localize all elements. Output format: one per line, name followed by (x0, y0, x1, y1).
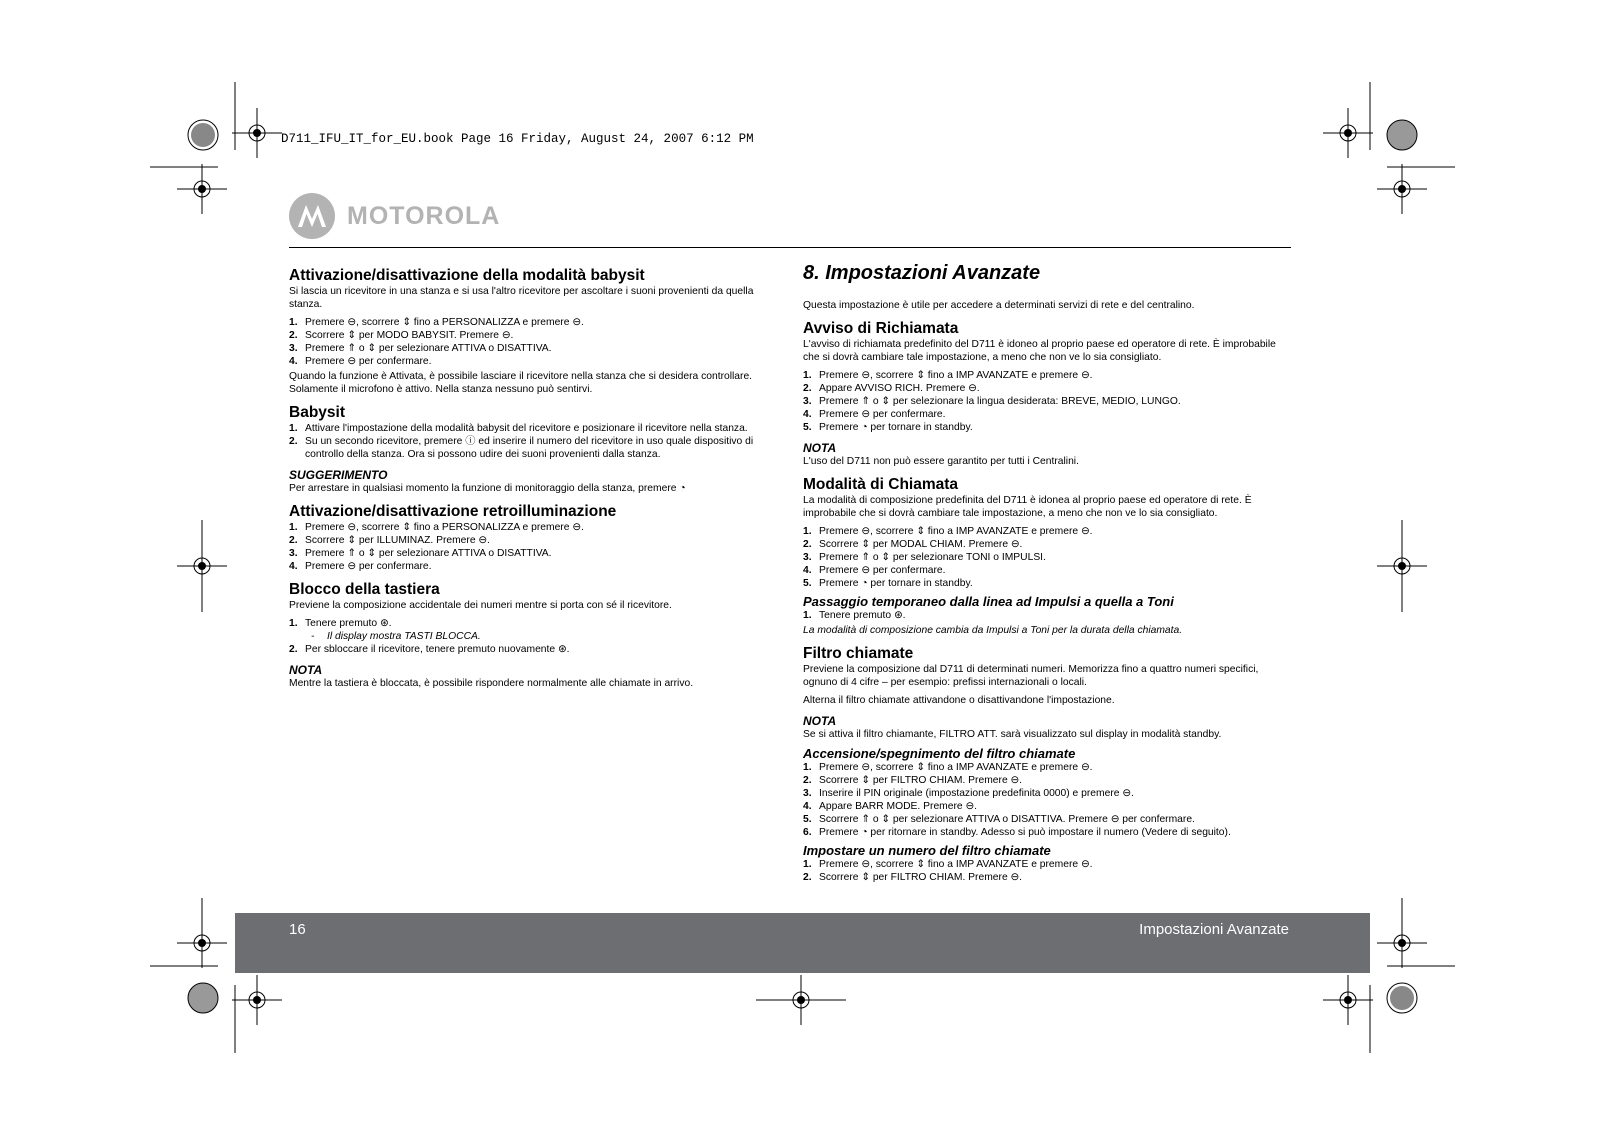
list-item: 2. Appare AVVISO RICH. Premere ⊖. (803, 383, 980, 394)
list-item: 5. Premere ◔ per tornare in standby. (803, 422, 973, 433)
steps-list (803, 609, 1293, 622)
section-text: Quando la funzione è Attivata, è possibile lasciare il ricevitore nella stanza che si desidera controllare. Solamente il microfono è attivo. Nella stanza nessuno può sentirvi. (289, 371, 753, 395)
list-item: 3. Premere ⇑ o ⇕ per selezionare ATTIVA o DISATTIVA. (289, 548, 552, 559)
list-item: 1. Premere ⊖, scorrere ⇕ fino a PERSONALIZZA e premere ⊖. (289, 522, 584, 533)
list-item: 1. Tenere premuto ⊛. (289, 618, 392, 629)
list-item: 1. Premere ⊖, scorrere ⇕ fino a IMP AVANZATE e premere ⊖. (803, 526, 1093, 537)
steps-list (289, 521, 777, 573)
page-footer (235, 913, 1370, 973)
list-item: 2. Scorrere ⇕ per ILLUMINAZ. Premere ⊖. (289, 535, 490, 546)
list-item: 3. Inserire il PIN originale (impostazione predefinita 0000) e premere ⊖. (803, 788, 1134, 799)
note-text: L'uso del D711 non può essere garantito per tutti i Centralini. (803, 456, 1079, 467)
section-title: Attivazione/disattivazione retroilluminazione (289, 503, 617, 520)
chapter-intro: Questa impostazione è utile per accedere a determinati servizi di rete e del centralino. (803, 300, 1195, 311)
section-intro: Previene la composizione dal D711 di determinati numeri. Memorizza fino a quattro numeri specifici, ognuno di 4 cifre – per esempio: prefissi internazionali o locali. (803, 664, 1259, 688)
list-item: 1. Premere ⊖, scorrere ⇕ fino a PERSONALIZZA e premere ⊖. (289, 317, 584, 328)
motorola-batwing-icon (289, 193, 335, 239)
section-intro: L'avviso di richiamata predefinito del D711 è idoneo al proprio paese ed operatore di rete. È improbabile che si dovrà cambiare tale impostazione, a meno che non ve lo sia consigliato. (803, 339, 1276, 363)
section-intro: Si lascia un ricevitore in una stanza e si usa l'altro ricevitore per ascoltare i suoni provenienti da quella stanza. (289, 286, 754, 310)
subsection-title: Passaggio temporaneo dalla linea ad Impulsi a quella a Toni (803, 594, 1174, 609)
note-label: NOTA (289, 663, 323, 677)
brand-wordmark: MOTOROLA (347, 201, 501, 230)
section-title: Filtro chiamate (803, 645, 914, 662)
list-item: 2. Scorrere ⇕ per MODO BABYSIT. Premere ⊖. (289, 330, 514, 341)
brand-logo (289, 193, 500, 239)
sub-item: - Il display mostra TASTI BLOCCA. (311, 631, 481, 642)
subsection-note: La modalità di composizione cambia da Impulsi a Toni per la durata della chiamata. (803, 625, 1183, 636)
list-item: 4. Premere ⊖ per confermare. (803, 565, 946, 576)
steps-list (803, 369, 1293, 434)
section-title: Babysit (289, 404, 345, 421)
list-item: 2. Per sbloccare il ricevitore, tenere premuto nuovamente ⊛. (289, 644, 570, 655)
list-item: 6. Premere ◔ per ritornare in standby. Adesso si può impostare il numero (Vedere di seguito). (803, 827, 1231, 838)
list-item: 4. Premere ⊖ per confermare. (289, 561, 432, 572)
list-item: 1. Tenere premuto ⊛. (803, 610, 906, 621)
list-item: 5. Premere ◔ per tornare in standby. (803, 578, 973, 589)
note-text: Se si attiva il filtro chiamante, FILTRO ATT. sarà visualizzato sul display in modalità standby. (803, 729, 1222, 740)
list-item: 3. Premere ⇑ o ⇕ per selezionare ATTIVA o DISATTIVA. (289, 343, 552, 354)
tip-label: SUGGERIMENTO (289, 468, 388, 482)
steps-list (289, 422, 777, 461)
list-item: 4. Premere ⊖ per confermare. (289, 356, 432, 367)
chapter-title: 8. Impostazioni Avanzate (803, 262, 1041, 284)
list-item: 2. Scorrere ⇕ per FILTRO CHIAM. Premere ⊖. (803, 872, 1023, 883)
section-intro: La modalità di composizione predefinita del D711 è idonea al proprio paese ed operatore di rete. È improbabile che si dovrà cambiare tale impostazione, a meno che non ve lo sia consigliato. (803, 495, 1252, 519)
list-item: 4. Appare BARR MODE. Premere ⊖. (803, 801, 977, 812)
section-title: Blocco della tastiera (289, 581, 440, 598)
steps-list (289, 316, 777, 368)
header-rule (289, 247, 1291, 248)
note-text: Mentre la tastiera è bloccata, è possibile rispondere normalmente alle chiamate in arrivo. (289, 678, 694, 689)
note-label: NOTA (803, 441, 837, 455)
section-title: Modalità di Chiamata (803, 476, 959, 493)
list-item: 3. Premere ⇑ o ⇕ per selezionare TONI o IMPULSI. (803, 552, 1046, 563)
list-item: 1. Premere ⊖, scorrere ⇕ fino a IMP AVANZATE e premere ⊖. (803, 762, 1093, 773)
list-item: 5. Scorrere ⇑ o ⇕ per selezionare ATTIVA o DISATTIVA. Premere ⊖ per confermare. (803, 814, 1195, 825)
section-title: Avviso di Richiamata (803, 320, 959, 337)
list-item: 1. Attivare l'impostazione della modalità babysit del ricevitore e posizionare il ricevitore nella stanza. (289, 423, 748, 434)
list-item: 2. Su un secondo ricevitore, premere ⓘ ed inserire il numero del ricevitore in uso quale dispositivo di controllo della stanza. Ora si possono udire dei suoni provenienti dalla stanza. (289, 436, 754, 460)
steps-list (803, 525, 1293, 590)
steps-list (803, 761, 1293, 839)
list-item: 2. Scorrere ⇕ per FILTRO CHIAM. Premere ⊖. (803, 775, 1023, 786)
section-intro: Previene la composizione accidentale dei numeri mentre si porta con sé il ricevitore. (289, 600, 672, 611)
section-title: Attivazione/disattivazione della modalità babysit (289, 267, 645, 284)
left-column (289, 259, 777, 695)
list-item: 2. Scorrere ⇕ per MODAL CHIAM. Premere ⊖. (803, 539, 1023, 550)
footer-section-title: Impostazioni Avanzate (1139, 921, 1289, 938)
subsection-title: Accensione/spegnimento del filtro chiamate (803, 746, 1076, 761)
steps-list (289, 617, 777, 656)
steps-list (803, 858, 1293, 884)
tip-text: Per arrestare in qualsiasi momento la funzione di monitoraggio della stanza, premere ◔ (289, 483, 686, 494)
list-item: 4. Premere ⊖ per confermare. (803, 409, 946, 420)
right-column (803, 259, 1293, 886)
list-item: 1. Premere ⊖, scorrere ⇕ fino a IMP AVANZATE e premere ⊖. (803, 859, 1093, 870)
list-item: 1. Premere ⊖, scorrere ⇕ fino a IMP AVANZATE e premere ⊖. (803, 370, 1093, 381)
page-number: 16 (289, 921, 306, 938)
subsection-title: Impostare un numero del filtro chiamate (803, 843, 1051, 858)
note-label: NOTA (803, 714, 837, 728)
section-text: Alterna il filtro chiamate attivandone o disattivandone l'impostazione. (803, 695, 1115, 706)
book-slug: D711_IFU_IT_for_EU.book Page 16 Friday, August 24, 2007 6:12 PM (281, 132, 754, 146)
list-item: 3. Premere ⇑ o ⇕ per selezionare la lingua desiderata: BREVE, MEDIO, LUNGO. (803, 396, 1181, 407)
